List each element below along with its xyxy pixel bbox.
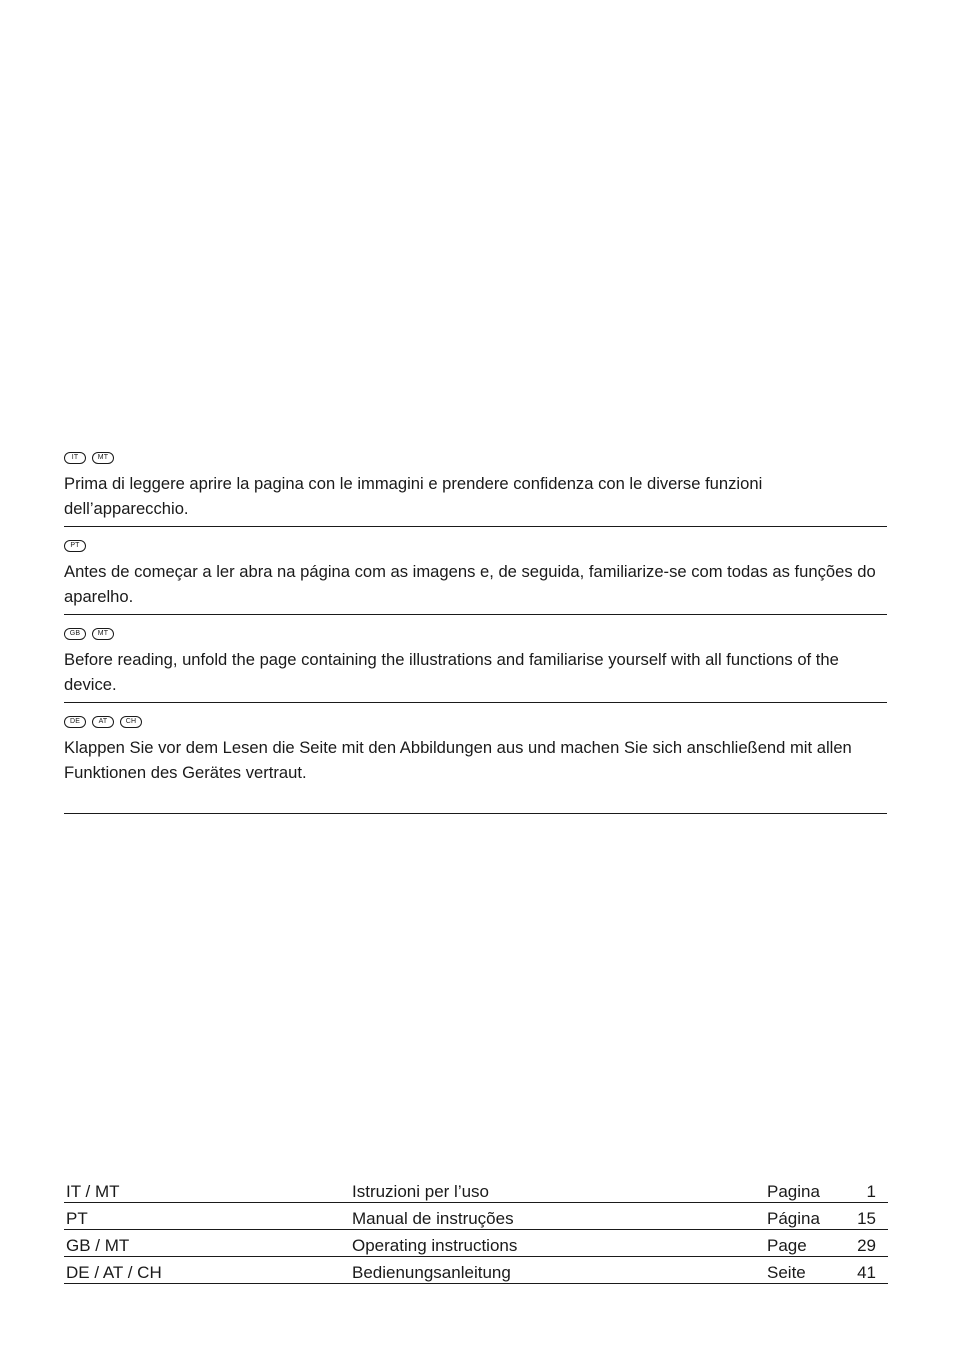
notice-pt: [64, 527, 887, 615]
notice-text: Prima di leggere aprire la pagina con le immagini e prendere confidenza con le diverse funzioni dell’apparecchio.: [64, 474, 763, 518]
table-row: [64, 1176, 888, 1203]
notice-gb-mt: [64, 615, 887, 703]
toc-language: PT: [64, 1203, 352, 1230]
country-badge-ch: CH: [120, 716, 142, 728]
toc-page-label: Page: [767, 1230, 839, 1257]
country-badges: [64, 537, 887, 554]
country-badge-mt: MT: [92, 628, 114, 640]
toc-page-number: 15: [839, 1203, 888, 1230]
toc-page-label: Página: [767, 1203, 839, 1230]
table-of-contents: [64, 1176, 888, 1284]
toc-page-label: Pagina: [767, 1176, 839, 1203]
country-badges: [64, 449, 887, 466]
country-badge-it: IT: [64, 452, 86, 464]
table-row: [64, 1257, 888, 1284]
toc-page-number: 41: [839, 1257, 888, 1284]
toc-language: IT / MT: [64, 1176, 352, 1203]
toc-title: Operating instructions: [352, 1230, 767, 1257]
country-badge-de: DE: [64, 716, 86, 728]
country-badges: [64, 713, 887, 730]
country-badge-mt: MT: [92, 452, 114, 464]
toc-language: DE / AT / CH: [64, 1257, 352, 1284]
toc-language: GB / MT: [64, 1230, 352, 1257]
toc-title: Manual de instruções: [352, 1203, 767, 1230]
table-row: [64, 1203, 888, 1230]
country-badge-gb: GB: [64, 628, 86, 640]
notice-it-mt: [64, 449, 887, 527]
notice-text: Klappen Sie vor dem Lesen die Seite mit den Abbildungen aus und machen Sie sich anschließend mit allen Funktionen des Gerätes vertraut.: [64, 738, 852, 782]
notice-text: Antes de começar a ler abra na página com as imagens e, de seguida, familiarize-se com todas as funções do aparelho.: [64, 562, 876, 606]
toc-title: Bedienungsanleitung: [352, 1257, 767, 1284]
toc-page-number: 29: [839, 1230, 888, 1257]
toc-page-label: Seite: [767, 1257, 839, 1284]
country-badge-pt: PT: [64, 540, 86, 552]
toc-title: Istruzioni per l’uso: [352, 1176, 767, 1203]
country-badges: [64, 625, 887, 642]
notice-de-at-ch: [64, 703, 887, 814]
language-notices: [64, 449, 887, 814]
notice-text: Before reading, unfold the page containing the illustrations and familiarise yourself with all functions of the device.: [64, 650, 839, 694]
toc-page-number: 1: [839, 1176, 888, 1203]
country-badge-at: AT: [92, 716, 114, 728]
table-row: [64, 1230, 888, 1257]
